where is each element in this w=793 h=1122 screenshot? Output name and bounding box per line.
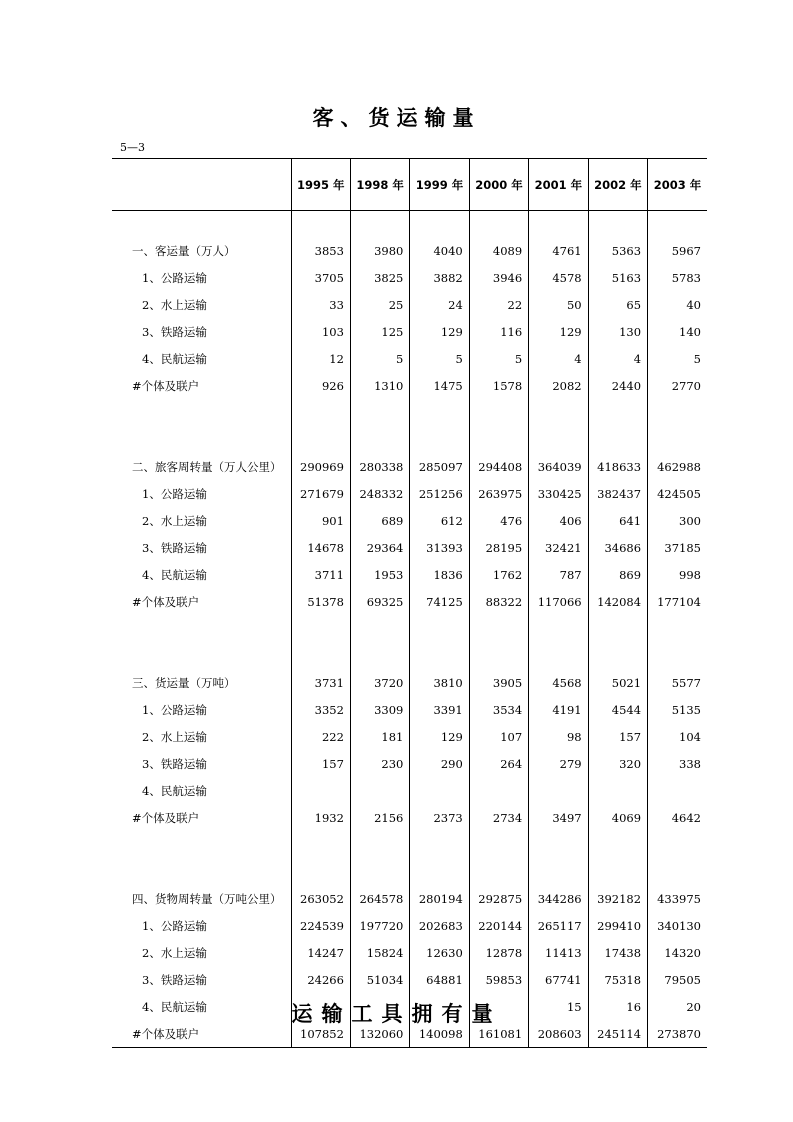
value-cell: 280194 xyxy=(410,885,469,912)
value-cell: 5 xyxy=(648,345,707,372)
table-number: 5—3 xyxy=(120,141,145,154)
row-label: 2、水上运输 xyxy=(142,297,207,312)
empty-cell xyxy=(291,831,350,858)
value-cell: 69325 xyxy=(350,588,409,615)
value-cell: 290969 xyxy=(291,453,350,480)
empty-cell xyxy=(350,399,409,426)
value-cell: 4040 xyxy=(410,237,469,264)
empty-cell xyxy=(588,211,647,238)
value-cell: 14320 xyxy=(648,939,707,966)
row-label: 3、铁路运输 xyxy=(142,324,207,339)
value-cell: 107 xyxy=(469,723,528,750)
value-cell: 787 xyxy=(529,561,588,588)
value-cell: 3497 xyxy=(529,804,588,831)
value-cell: 222 xyxy=(291,723,350,750)
value-cell: 1475 xyxy=(410,372,469,399)
value-cell: 14678 xyxy=(291,534,350,561)
value-cell: 641 xyxy=(588,507,647,534)
empty-cell xyxy=(648,858,707,885)
row-label: 4、民航运输 xyxy=(142,567,207,582)
value-cell: 5577 xyxy=(648,669,707,696)
value-cell: 14247 xyxy=(291,939,350,966)
empty-cell xyxy=(350,642,409,669)
value-cell: 462988 xyxy=(648,453,707,480)
value-cell: 28195 xyxy=(469,534,528,561)
empty-cell xyxy=(410,426,469,453)
table-row xyxy=(112,939,707,966)
value-cell: 3905 xyxy=(469,669,528,696)
value-cell: 12878 xyxy=(469,939,528,966)
value-cell: 998 xyxy=(648,561,707,588)
value-cell: 79505 xyxy=(648,966,707,993)
value-cell: 65 xyxy=(588,291,647,318)
row-label: 1、公路运输 xyxy=(142,702,207,717)
value-cell: 263975 xyxy=(469,480,528,507)
value-cell: 130 xyxy=(588,318,647,345)
empty-cell xyxy=(112,831,291,858)
value-cell: 4568 xyxy=(529,669,588,696)
value-cell: 5 xyxy=(350,345,409,372)
value-cell: 12630 xyxy=(410,939,469,966)
value-cell: 4642 xyxy=(648,804,707,831)
empty-cell xyxy=(112,211,291,238)
header-cell-year: 1995 年 xyxy=(291,159,350,211)
value-cell: 15 xyxy=(529,993,588,1020)
empty-cell xyxy=(588,426,647,453)
row-label: 2、水上运输 xyxy=(142,945,207,960)
value-cell: 392182 xyxy=(588,885,647,912)
value-cell: 1932 xyxy=(291,804,350,831)
value-cell: 330425 xyxy=(529,480,588,507)
value-cell: 5783 xyxy=(648,264,707,291)
value-cell: 3980 xyxy=(350,237,409,264)
value-cell: 208603 xyxy=(529,1020,588,1048)
table-row xyxy=(112,345,707,372)
value-cell: 98 xyxy=(529,723,588,750)
value-cell: 22 xyxy=(469,291,528,318)
value-cell: 340130 xyxy=(648,912,707,939)
empty-cell xyxy=(469,831,528,858)
empty-cell xyxy=(112,615,291,642)
value-cell: 1836 xyxy=(410,561,469,588)
value-cell: 15824 xyxy=(350,939,409,966)
empty-cell xyxy=(469,211,528,238)
value-cell xyxy=(469,777,528,804)
value-cell: 3825 xyxy=(350,264,409,291)
value-cell: 5 xyxy=(469,345,528,372)
value-cell: 265117 xyxy=(529,912,588,939)
row-label: 2、水上运输 xyxy=(142,729,207,744)
table-row xyxy=(112,264,707,291)
spacer-row xyxy=(112,211,707,238)
row-label: 一、客运量（万人） xyxy=(132,243,236,258)
value-cell: 107852 xyxy=(291,1020,350,1048)
value-cell: 104 xyxy=(648,723,707,750)
value-cell: 248332 xyxy=(350,480,409,507)
value-cell: 51034 xyxy=(350,966,409,993)
value-cell: 32421 xyxy=(529,534,588,561)
empty-cell xyxy=(410,858,469,885)
empty-cell xyxy=(588,831,647,858)
value-cell: 4069 xyxy=(588,804,647,831)
table-row xyxy=(112,318,707,345)
empty-cell xyxy=(112,426,291,453)
row-label: #个体及联户 xyxy=(132,378,200,393)
value-cell: 433975 xyxy=(648,885,707,912)
empty-cell xyxy=(350,615,409,642)
empty-cell xyxy=(529,615,588,642)
value-cell: 4761 xyxy=(529,237,588,264)
table-row xyxy=(112,453,707,480)
row-label: #个体及联户 xyxy=(112,1020,291,1048)
value-cell xyxy=(410,777,469,804)
value-cell: 271679 xyxy=(291,480,350,507)
value-cell: 2082 xyxy=(529,372,588,399)
header-cell-year: 1999 年 xyxy=(410,159,469,211)
row-label: #个体及联户 xyxy=(132,810,200,825)
value-cell: 25 xyxy=(350,291,409,318)
value-cell: 129 xyxy=(410,723,469,750)
value-cell: 264 xyxy=(469,750,528,777)
value-cell: 129 xyxy=(529,318,588,345)
value-cell: 29364 xyxy=(350,534,409,561)
value-cell: 12 xyxy=(291,345,350,372)
empty-cell xyxy=(291,858,350,885)
empty-cell xyxy=(410,615,469,642)
value-cell: 3352 xyxy=(291,696,350,723)
empty-cell xyxy=(529,399,588,426)
header-cell-blank xyxy=(112,159,291,211)
spacer-row xyxy=(112,615,707,642)
value-cell: 2734 xyxy=(469,804,528,831)
empty-cell xyxy=(410,642,469,669)
value-cell: 2440 xyxy=(588,372,647,399)
table-row xyxy=(112,723,707,750)
value-cell: 116 xyxy=(469,318,528,345)
value-cell: 181 xyxy=(350,723,409,750)
empty-cell xyxy=(588,615,647,642)
value-cell: 1310 xyxy=(350,372,409,399)
spacer-row xyxy=(112,399,707,426)
value-cell: 24266 xyxy=(291,966,350,993)
value-cell: 285097 xyxy=(410,453,469,480)
table-row xyxy=(112,588,707,615)
value-cell: 5363 xyxy=(588,237,647,264)
value-cell: 125 xyxy=(350,318,409,345)
value-cell: 5135 xyxy=(648,696,707,723)
value-cell xyxy=(529,777,588,804)
value-cell: 157 xyxy=(588,723,647,750)
row-label: 4、民航运输 xyxy=(142,351,207,366)
value-cell: 64881 xyxy=(410,966,469,993)
value-cell: 3731 xyxy=(291,669,350,696)
empty-cell xyxy=(529,858,588,885)
empty-cell xyxy=(469,858,528,885)
value-cell: 67741 xyxy=(529,966,588,993)
value-cell: 3882 xyxy=(410,264,469,291)
empty-cell xyxy=(350,211,409,238)
spacer-row xyxy=(112,831,707,858)
header-cell-year: 1998 年 xyxy=(350,159,409,211)
empty-cell xyxy=(410,211,469,238)
value-cell: 88322 xyxy=(469,588,528,615)
empty-cell xyxy=(469,426,528,453)
value-cell: 17438 xyxy=(588,939,647,966)
value-cell: 263052 xyxy=(291,885,350,912)
value-cell: 33 xyxy=(291,291,350,318)
table-header-row xyxy=(112,159,707,211)
empty-cell xyxy=(291,615,350,642)
value-cell xyxy=(648,777,707,804)
value-cell: 20 xyxy=(648,993,707,1020)
header-cell-year: 2002 年 xyxy=(588,159,647,211)
row-label: 3、铁路运输 xyxy=(142,972,207,987)
value-cell: 142084 xyxy=(588,588,647,615)
row-label: #个体及联户 xyxy=(132,594,200,609)
value-cell: 3534 xyxy=(469,696,528,723)
table-row xyxy=(112,804,707,831)
value-cell: 4578 xyxy=(529,264,588,291)
value-cell: 161081 xyxy=(469,1020,528,1048)
table-row xyxy=(112,966,707,993)
value-cell: 5967 xyxy=(648,237,707,264)
value-cell: 224539 xyxy=(291,912,350,939)
value-cell: 103 xyxy=(291,318,350,345)
value-cell: 129 xyxy=(410,318,469,345)
empty-cell xyxy=(648,426,707,453)
value-cell: 418633 xyxy=(588,453,647,480)
value-cell: 16 xyxy=(588,993,647,1020)
header-cell-year: 2003 年 xyxy=(648,159,707,211)
header-cell-year: 2000 年 xyxy=(469,159,528,211)
empty-cell xyxy=(291,211,350,238)
value-cell: 3810 xyxy=(410,669,469,696)
value-cell: 140 xyxy=(648,318,707,345)
value-cell: 34686 xyxy=(588,534,647,561)
spacer-row xyxy=(112,642,707,669)
value-cell: 4089 xyxy=(469,237,528,264)
value-cell: 157 xyxy=(291,750,350,777)
value-cell: 2156 xyxy=(350,804,409,831)
empty-cell xyxy=(291,399,350,426)
value-cell: 177104 xyxy=(648,588,707,615)
value-cell: 59853 xyxy=(469,966,528,993)
table-row xyxy=(112,291,707,318)
value-cell: 51378 xyxy=(291,588,350,615)
value-cell: 74125 xyxy=(410,588,469,615)
row-label: 4、民航运输 xyxy=(142,999,207,1014)
value-cell: 3711 xyxy=(291,561,350,588)
table-row xyxy=(112,534,707,561)
value-cell: 382437 xyxy=(588,480,647,507)
value-cell: 476 xyxy=(469,507,528,534)
empty-cell xyxy=(350,426,409,453)
transport-volume-table xyxy=(112,158,707,1048)
table-row xyxy=(112,237,707,264)
value-cell: 2770 xyxy=(648,372,707,399)
row-label: 1、公路运输 xyxy=(142,918,207,933)
table-row xyxy=(112,885,707,912)
empty-cell xyxy=(529,642,588,669)
value-cell: 4 xyxy=(588,345,647,372)
value-cell: 3853 xyxy=(291,237,350,264)
value-cell xyxy=(588,777,647,804)
value-cell: 320 xyxy=(588,750,647,777)
value-cell: 1762 xyxy=(469,561,528,588)
table-body xyxy=(112,211,707,1048)
value-cell: 4544 xyxy=(588,696,647,723)
value-cell: 251256 xyxy=(410,480,469,507)
empty-cell xyxy=(112,642,291,669)
row-label: 2、水上运输 xyxy=(142,513,207,528)
empty-cell xyxy=(648,831,707,858)
value-cell: 5163 xyxy=(588,264,647,291)
row-label: 四、货物周转量（万吨公里） xyxy=(132,891,282,906)
value-cell: 11413 xyxy=(529,939,588,966)
empty-cell xyxy=(291,642,350,669)
value-cell: 3309 xyxy=(350,696,409,723)
empty-cell xyxy=(410,831,469,858)
value-cell: 689 xyxy=(350,507,409,534)
value-cell: 5021 xyxy=(588,669,647,696)
empty-cell xyxy=(350,858,409,885)
value-cell: 2373 xyxy=(410,804,469,831)
empty-cell xyxy=(648,211,707,238)
value-cell: 364039 xyxy=(529,453,588,480)
table-row xyxy=(112,696,707,723)
value-cell: 1953 xyxy=(350,561,409,588)
value-cell: 202683 xyxy=(410,912,469,939)
value-cell: 3946 xyxy=(469,264,528,291)
value-cell: 24 xyxy=(410,291,469,318)
empty-cell xyxy=(112,858,291,885)
value-cell: 424505 xyxy=(648,480,707,507)
value-cell: 3391 xyxy=(410,696,469,723)
value-cell: 4 xyxy=(529,345,588,372)
empty-cell xyxy=(291,426,350,453)
empty-cell xyxy=(648,615,707,642)
value-cell: 140098 xyxy=(410,1020,469,1048)
value-cell: 50 xyxy=(529,291,588,318)
value-cell: 299410 xyxy=(588,912,647,939)
page-title: 客、货运输量 xyxy=(312,106,481,130)
value-cell: 220144 xyxy=(469,912,528,939)
value-cell: 132060 xyxy=(350,1020,409,1048)
spacer-row xyxy=(112,858,707,885)
empty-cell xyxy=(529,211,588,238)
table-row xyxy=(112,669,707,696)
row-label: 二、旅客周转量（万人公里） xyxy=(132,459,282,474)
table-row xyxy=(112,912,707,939)
table-row xyxy=(112,507,707,534)
empty-cell xyxy=(112,399,291,426)
empty-cell xyxy=(469,615,528,642)
value-cell: 901 xyxy=(291,507,350,534)
empty-cell xyxy=(469,399,528,426)
value-cell: 117066 xyxy=(529,588,588,615)
value-cell: 3720 xyxy=(350,669,409,696)
value-cell: 31393 xyxy=(410,534,469,561)
value-cell: 338 xyxy=(648,750,707,777)
empty-cell xyxy=(588,642,647,669)
table-row xyxy=(112,561,707,588)
value-cell: 344286 xyxy=(529,885,588,912)
row-label: 1、公路运输 xyxy=(142,270,207,285)
next-section-title: 运输工具拥有量 xyxy=(291,1002,502,1026)
empty-cell xyxy=(410,399,469,426)
row-label: 4、民航运输 xyxy=(142,783,207,798)
value-cell: 40 xyxy=(648,291,707,318)
value-cell: 245114 xyxy=(588,1020,647,1048)
table-row xyxy=(112,750,707,777)
row-label: 1、公路运输 xyxy=(142,486,207,501)
value-cell: 290 xyxy=(410,750,469,777)
header-cell-year: 2001 年 xyxy=(529,159,588,211)
empty-cell xyxy=(648,642,707,669)
value-cell: 292875 xyxy=(469,885,528,912)
value-cell: 230 xyxy=(350,750,409,777)
row-label: 3、铁路运输 xyxy=(142,540,207,555)
empty-cell xyxy=(350,831,409,858)
value-cell: 37185 xyxy=(648,534,707,561)
value-cell: 5 xyxy=(410,345,469,372)
value-cell xyxy=(350,777,409,804)
value-cell: 4191 xyxy=(529,696,588,723)
table-row xyxy=(112,372,707,399)
value-cell: 612 xyxy=(410,507,469,534)
value-cell: 294408 xyxy=(469,453,528,480)
value-cell: 926 xyxy=(291,372,350,399)
value-cell: 300 xyxy=(648,507,707,534)
value-cell: 280338 xyxy=(350,453,409,480)
row-label: 三、货运量（万吨） xyxy=(132,675,236,690)
spacer-row xyxy=(112,426,707,453)
value-cell: 869 xyxy=(588,561,647,588)
row-label: 3、铁路运输 xyxy=(142,756,207,771)
empty-cell xyxy=(529,831,588,858)
value-cell: 264578 xyxy=(350,885,409,912)
empty-cell xyxy=(529,426,588,453)
value-cell: 3705 xyxy=(291,264,350,291)
value-cell: 197720 xyxy=(350,912,409,939)
value-cell xyxy=(291,777,350,804)
value-cell: 406 xyxy=(529,507,588,534)
value-cell: 279 xyxy=(529,750,588,777)
table-row xyxy=(112,480,707,507)
empty-cell xyxy=(588,399,647,426)
value-cell: 1578 xyxy=(469,372,528,399)
empty-cell xyxy=(469,642,528,669)
table-row xyxy=(112,777,707,804)
value-cell: 75318 xyxy=(588,966,647,993)
empty-cell xyxy=(588,858,647,885)
empty-cell xyxy=(648,399,707,426)
value-cell: 273870 xyxy=(648,1020,707,1048)
